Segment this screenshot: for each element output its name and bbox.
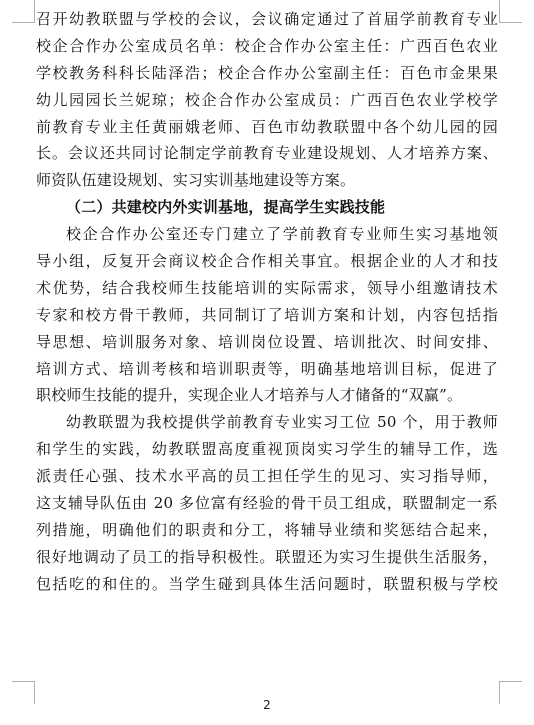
text-line: 职校师生技能的提升，实现企业人才培养与人才储备的“双赢”。: [36, 386, 463, 405]
text-line: 校企合作办公室成员名单：校企合作办公室主任：广西百色农业: [36, 36, 498, 55]
text-line: 和学生的实践，幼教联盟高度重视顶岗实习学生的辅导工作，选: [36, 440, 498, 459]
text-line: 这支辅导队伍由 20 多位富有经验的骨干员工组成，联盟制定一系: [36, 494, 498, 513]
section-heading: （二）共建校内外实训基地，提高学生实践技能: [66, 198, 386, 217]
text-line: 列措施，明确他们的职责和分工，将辅导业绩和奖惩结合起来，: [36, 520, 498, 539]
crop-mark-top-left: [12, 0, 35, 23]
text-line: 专家和校方骨干教师，共同制订了培训方案和计划，内容包括指: [36, 305, 498, 324]
text-line: 幼儿园园长兰妮琼；校企合作办公室成员：广西百色农业学校学: [36, 90, 498, 109]
paragraph-3: [36, 409, 498, 597]
text-line: 培训方式、培训考核和培训职责等，明确基地培训目标，促进了: [36, 359, 498, 378]
text-line: 术优势，结合我校师生技能培训的实际需求，领导小组邀请技术: [36, 278, 498, 297]
text-line: 师资队伍建设规划、实习实训基地建设等方案。: [36, 171, 356, 190]
document-body: [36, 6, 498, 598]
text-line: 召开幼教联盟与学校的会议，会议确定通过了首届学前教育专业: [36, 10, 498, 28]
text-line: 导小组，反复开会商议校企合作相关事宜。根据企业的人才和技: [36, 252, 498, 271]
text-line: 派责任心强、技术水平高的员工担任学生的见习、实习指导师，: [36, 467, 498, 486]
text-line: 幼教联盟为我校提供学前教育专业实习工位 50 个，用于教师: [66, 413, 498, 432]
paragraph-1: [36, 6, 498, 194]
text-line: 前教育专业主任黄丽娥老师、百色市幼教联盟中各个幼儿园的园: [36, 117, 498, 136]
text-line: 学校教务科科长陆泽浩；校企合作办公室副主任：百色市金果果: [36, 63, 498, 82]
crop-mark-top-right: [499, 0, 522, 23]
text-line: 校企合作办公室还专门建立了学前教育专业师生实习基地领: [66, 225, 498, 244]
text-line: 导思想、培训服务对象、培训岗位设置、培训批次、时间安排、: [36, 332, 498, 351]
text-line: 很好地调动了员工的指导积极性。联盟还为实习生提供生活服务，: [36, 547, 498, 566]
paragraph-2: [36, 221, 498, 409]
page-number: 2: [263, 698, 271, 712]
text-line: 包括吃的和住的。当学生碰到具体生活问题时，联盟积极与学校: [36, 574, 498, 593]
text-line: 长。会议还共同讨论制定学前教育专业建设规划、人才培养方案、: [36, 144, 498, 163]
